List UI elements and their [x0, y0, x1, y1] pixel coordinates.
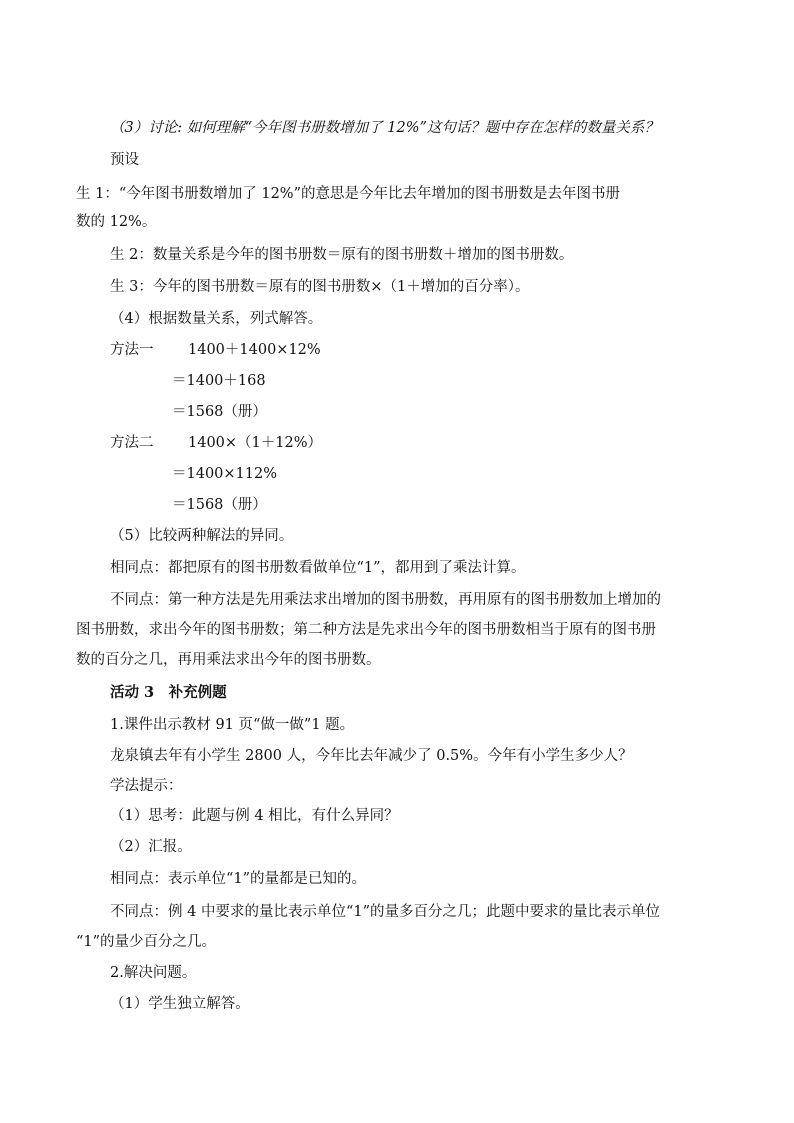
- student-1-line-1: 生 1：“今年图书册数增加了 12%”的意思是今年比去年增加的图书册数是去年图书册: [76, 186, 620, 202]
- method-1-step-2: ＝1568（册）: [172, 404, 267, 420]
- method-2-step-1: ＝1400×112%: [172, 466, 278, 482]
- difference-2-line-2: “1”的量少百分之几。: [76, 934, 217, 950]
- similarity-1: 相同点：都把原有的图书册数看做单位“1”，都用到了乘法计算。: [110, 560, 526, 576]
- similarity-2: 相同点：表示单位“1”的量都是已知的。: [110, 871, 367, 887]
- hint-heading: 学法提示：: [110, 778, 183, 794]
- difference-1-line-3: 数的百分之几，再用乘法求出今年的图书册数。: [76, 652, 381, 668]
- problem-statement: 龙泉镇去年有小学生 2800 人，今年比去年减少了 0.5%。今年有小学生多少人？: [110, 748, 633, 764]
- step-5-heading: （5）比较两种解法的异同。: [110, 528, 294, 544]
- method-1-step-1: ＝1400＋168: [172, 373, 266, 389]
- difference-2-line-1: 不同点：例 4 中要求的量比表示单位“1”的量多百分之几；此题中要求的量比表示单位: [110, 904, 660, 920]
- step-4-heading: （4）根据数量关系，列式解答。: [110, 311, 323, 327]
- difference-1-line-1: 不同点：第一种方法是先用乘法求出增加的图书册数，再用原有的图书册数加上增加的: [110, 592, 661, 608]
- method-2-expression: 1400×（1＋12%）: [188, 435, 323, 451]
- item-2: 2.解决问题。: [110, 965, 197, 981]
- difference-1-line-2: 图书册数，求出今年的图书册数；第二种方法是先求出今年的图书册数相当于原有的图书册: [76, 622, 656, 638]
- method-2-step-2: ＝1568（册）: [172, 497, 267, 513]
- discussion-question: （3）讨论: 如何理解“今年图书册数增加了 12%”这句话？题中存在怎样的数量关系？: [110, 120, 659, 136]
- student-1-line-2: 数的 12%。: [76, 214, 157, 230]
- method-1-label: 方法一: [110, 342, 154, 358]
- student-3: 生 3：今年的图书册数＝原有的图书册数×（1＋增加的百分率）。: [110, 279, 530, 295]
- item-1: 1.课件出示教材 91 页“做一做”1 题。: [110, 717, 355, 733]
- hint-1: （1）思考：此题与例 4 相比，有什么异同？: [110, 808, 399, 824]
- student-2: 生 2：数量关系是今年的图书册数＝原有的图书册数＋增加的图书册数。: [110, 247, 574, 263]
- activity-3-heading: 活动 3 补充例题: [110, 684, 227, 701]
- method-1-expression: 1400＋1400×12%: [188, 342, 321, 358]
- method-2-label: 方法二: [110, 435, 154, 451]
- solve-1: （1）学生独立解答。: [110, 996, 250, 1012]
- hint-2: （2）汇报。: [110, 839, 192, 855]
- preset-heading: 预设: [110, 152, 139, 168]
